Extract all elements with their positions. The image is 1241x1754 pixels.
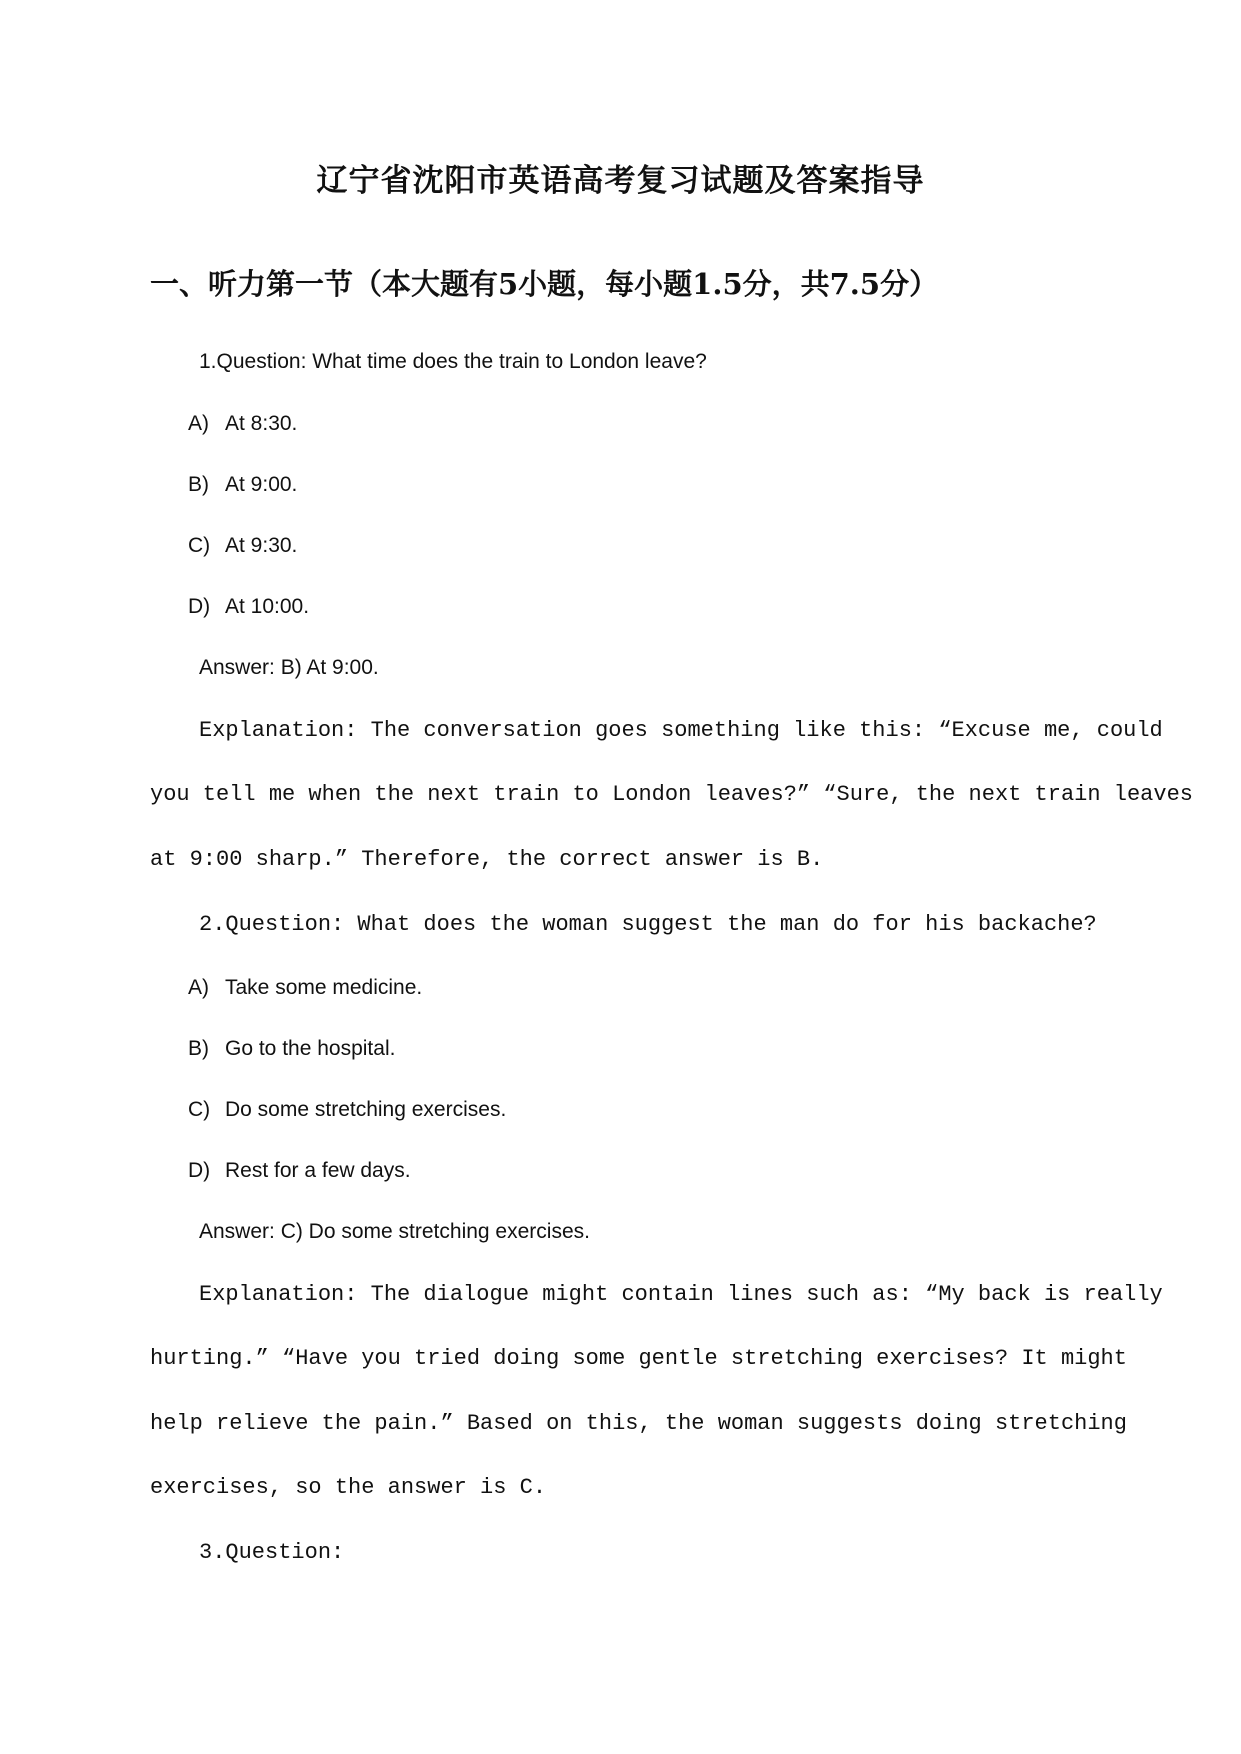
option-letter: A)	[188, 412, 209, 435]
option-text: Rest for a few days.	[225, 1159, 411, 1182]
option-text: Do some stretching exercises.	[225, 1098, 507, 1121]
q2-explanation-line-1: Explanation: The dialogue might contain lines such as: “My back is really	[199, 1282, 1163, 1307]
q1-explanation-line-1: Explanation: The conversation goes something like this: “Excuse me, could	[199, 718, 1163, 743]
q1-explanation-line-3: at 9:00 sharp.” Therefore, the correct answer is B.	[150, 847, 824, 872]
q2-explanation-line-2: hurting.” “Have you tried doing some gentle stretching exercises? It might	[150, 1346, 1127, 1371]
option-text: Go to the hospital.	[225, 1037, 396, 1060]
option-letter: C)	[188, 1098, 211, 1121]
q2-answer: Answer: C) Do some stretching exercises.	[199, 1220, 590, 1243]
q2-explanation-line-4: exercises, so the answer is C.	[150, 1475, 547, 1500]
q2-option-a	[188, 976, 422, 1000]
question-1: 1.Question: What time does the train to London leave?	[199, 350, 707, 373]
option-letter: D)	[188, 1159, 211, 1182]
q1-option-d	[188, 595, 309, 619]
option-text: At 10:00.	[225, 595, 310, 618]
option-letter: C)	[188, 534, 211, 557]
q1-option-c	[188, 534, 297, 558]
question-2: 2.Question: What does the woman suggest the man do for his backache?	[199, 912, 1097, 937]
option-text: At 8:30.	[225, 412, 298, 435]
q2-explanation-line-3: help relieve the pain.” Based on this, the woman suggests doing stretching	[150, 1411, 1127, 1436]
q1-answer: Answer: B) At 9:00.	[199, 656, 379, 679]
q2-option-b	[188, 1037, 395, 1061]
q1-option-b	[188, 473, 297, 497]
q2-option-d	[188, 1159, 411, 1183]
option-letter: D)	[188, 595, 211, 618]
q1-option-a	[188, 412, 297, 436]
document-title: 辽宁省沈阳市英语高考复习试题及答案指导	[316, 163, 925, 199]
q2-option-c	[188, 1098, 506, 1122]
question-3: 3.Question:	[199, 1540, 345, 1565]
option-letter: B)	[188, 473, 209, 496]
option-text: Take some medicine.	[225, 976, 423, 999]
option-text: At 9:00.	[225, 473, 298, 496]
option-letter: B)	[188, 1037, 209, 1060]
option-letter: A)	[188, 976, 209, 999]
section-heading: 一、听力第一节（本大题有5小题，每小题1.5分，共7.5分）	[150, 267, 939, 301]
option-text: At 9:30.	[225, 534, 298, 557]
q1-explanation-line-2: you tell me when the next train to London leaves?” “Sure, the next train leaves	[150, 782, 1193, 807]
